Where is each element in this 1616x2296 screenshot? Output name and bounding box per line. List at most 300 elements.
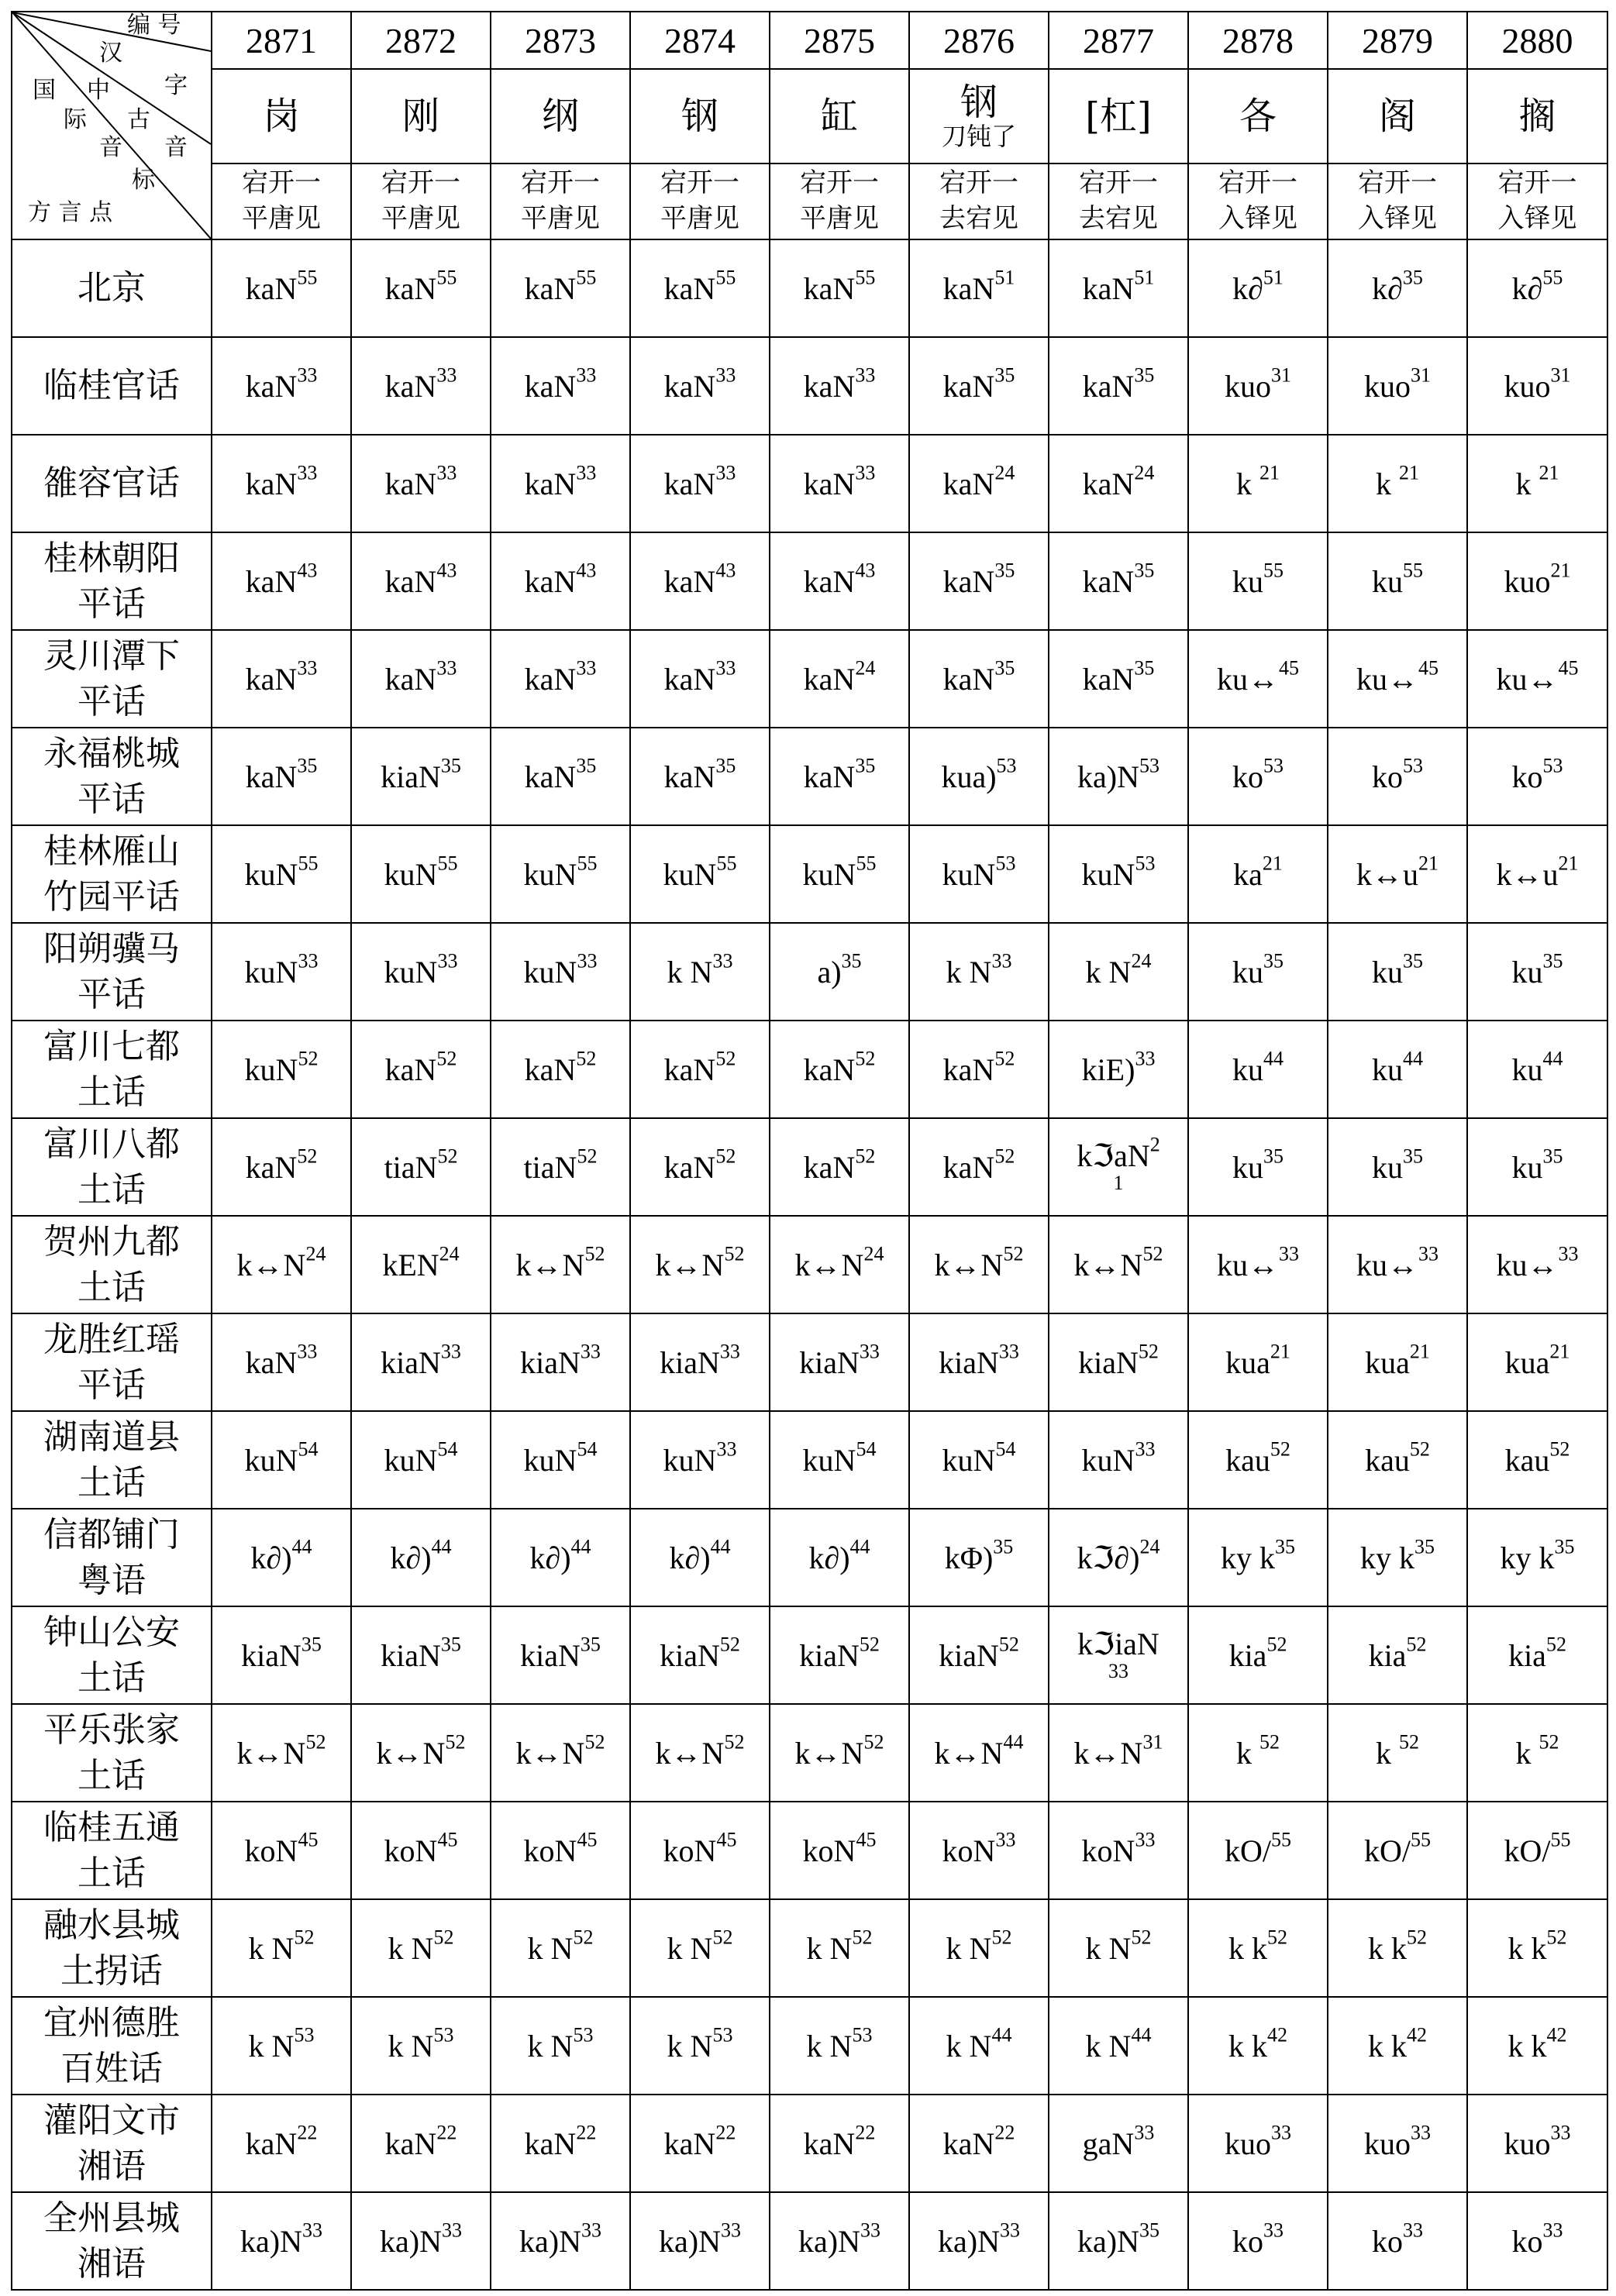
transcription-cell [1188, 1021, 1328, 1118]
column-category-cell [1467, 164, 1607, 239]
transcription-base: k k [1368, 2028, 1407, 2064]
transcription-base: k N [806, 2028, 853, 2064]
transcription-cell [1328, 337, 1467, 435]
tone-value: 52 [445, 1730, 466, 1753]
transcription-base: kiaN [241, 1637, 301, 1673]
transcription-base: k N [248, 1930, 295, 1966]
dialect-point-name: 信都铺门 [43, 1514, 180, 1554]
dialect-point-name: 土话 [78, 1268, 146, 1307]
transcription-cell [770, 1509, 909, 1606]
transcription-cell [1049, 239, 1188, 337]
tone-value: 33 [859, 1340, 880, 1362]
transcription-cell [1328, 1021, 1467, 1118]
transcription-cell [770, 923, 909, 1021]
transcription-base: kuN [802, 856, 856, 892]
column-category-line: 平唐见 [242, 203, 321, 234]
transcription-cell [491, 532, 630, 630]
column-character: 岗 [262, 94, 300, 138]
transcription-base: k N [667, 1930, 713, 1966]
table-row [12, 1021, 1607, 1118]
tone-value: 22 [715, 2121, 736, 2143]
transcription-cell [1188, 1118, 1328, 1216]
dialect-point-cell [12, 1509, 212, 1606]
transcription-base: kaN [942, 563, 995, 599]
transcription-base: kaN [384, 563, 437, 599]
transcription-cell [1328, 435, 1467, 532]
transcription-base: kO/ [1225, 1833, 1271, 1868]
transcription-base: kaN [663, 1149, 716, 1185]
corner-label-yin2: 音 [164, 134, 188, 161]
transcription-base: kaN [245, 2126, 298, 2161]
dialect-point-cell [12, 1118, 212, 1216]
transcription-base: kuN [244, 1052, 298, 1087]
column-character-cell [1049, 69, 1188, 164]
transcription-base: ko [1372, 759, 1403, 794]
transcription-cell [351, 1704, 491, 1802]
tone-value: 53 [996, 754, 1017, 776]
transcription-cell [351, 532, 491, 630]
transcription-base: k↔u [1356, 856, 1418, 892]
table-row [12, 1411, 1607, 1509]
tone-value: 52 [991, 1926, 1012, 1948]
tone-value: 31 [1411, 363, 1431, 386]
transcription-base: ka)N [938, 2223, 1000, 2259]
transcription-base: kaN [524, 270, 577, 306]
tone-value: 33 [860, 2219, 880, 2241]
transcription-cell [1467, 435, 1607, 532]
dialect-point-cell [12, 630, 212, 728]
tone-value: 42 [1407, 2023, 1427, 2046]
tone-value: 35 [1403, 1145, 1423, 1167]
transcription-base: kaN [524, 1052, 577, 1087]
transcription-cell [351, 1899, 491, 1997]
transcription-base: kiaN [660, 1344, 720, 1380]
transcription-cell [1328, 2095, 1467, 2192]
transcription-base: ku [1511, 1149, 1543, 1185]
transcription-base: koN [942, 1833, 996, 1868]
tone-value: 55 [1403, 559, 1423, 581]
transcription-base: kaN [384, 466, 437, 501]
transcription-cell [1328, 1313, 1467, 1411]
tone-value: 33 [1550, 2121, 1571, 2143]
transcription-base: ka)N [659, 2223, 721, 2259]
dialect-point-name: 湘语 [78, 2244, 146, 2284]
tone-value: 55 [855, 266, 876, 288]
transcription-base: k↔N [794, 1247, 864, 1282]
transcription-cell [1467, 630, 1607, 728]
tone-value: 52 [1270, 1437, 1290, 1460]
transcription-base: kua) [941, 759, 997, 794]
tone-value: 33 [715, 461, 736, 484]
tone-value: 52 [1142, 1242, 1163, 1265]
transcription-base: kℑ∂) [1077, 1540, 1140, 1575]
transcription-cell [351, 1997, 491, 2095]
transcription-cell [630, 630, 770, 728]
tone-value: 33 [715, 656, 736, 679]
tone-value: 21 [1538, 461, 1559, 484]
tone-value: 52 [297, 1145, 318, 1167]
column-category-cell [1188, 164, 1328, 239]
column-number: 2873 [525, 20, 596, 60]
transcription-base: k∂) [669, 1540, 711, 1575]
transcription-base: kuN [523, 954, 577, 990]
tone-value: 52 [294, 1926, 315, 1948]
column-category-line: 宕开一 [660, 167, 739, 199]
transcription-cell [1328, 630, 1467, 728]
tone-value: 45 [856, 1828, 877, 1850]
tone-value: 33 [1263, 2219, 1283, 2241]
tone-value: 33 [1558, 1242, 1579, 1265]
transcription-cell [212, 1606, 351, 1704]
tone-value: 52 [863, 1730, 884, 1753]
transcription-cell [351, 2095, 491, 2192]
tone-value: 42 [1267, 2023, 1287, 2046]
transcription-base: kuo [1364, 2126, 1411, 2161]
transcription-base: k↔u [1496, 856, 1559, 892]
dialect-point-cell [12, 825, 212, 923]
column-character: 搁 [1518, 94, 1556, 138]
tone-value: 55 [1271, 1828, 1291, 1850]
transcription-base: k k [1368, 1930, 1407, 1966]
table-row [12, 1802, 1607, 1899]
tone-value: 52 [305, 1730, 326, 1753]
transcription-base: k∂) [808, 1540, 850, 1575]
column-category-cell [909, 164, 1049, 239]
tone-value: 52 [437, 1145, 458, 1167]
transcription-cell [351, 1802, 491, 1899]
transcription-base: kaN [663, 270, 716, 306]
dialect-point-cell [12, 2192, 212, 2290]
tone-value: 24 [863, 1242, 884, 1265]
transcription-cell [491, 239, 630, 337]
transcription-cell [770, 1802, 909, 1899]
transcription-base: k N [946, 2028, 992, 2064]
column-category-line: 宕开一 [242, 167, 321, 199]
tone-value: 43 [855, 559, 876, 581]
dialect-point-name: 桂林雁山 [43, 831, 180, 871]
dialect-point-name: 宜州德胜 [43, 2002, 180, 2043]
transcription-base: k N [388, 2028, 434, 2064]
tone-value: 53 [573, 2023, 594, 2046]
transcription-cell [212, 1313, 351, 1411]
transcription-base: kaN [524, 759, 577, 794]
transcription-base: k↔N [515, 1247, 585, 1282]
transcription-cell [770, 1411, 909, 1509]
dialect-point-name: 湘语 [78, 2146, 146, 2186]
transcription-cell [630, 532, 770, 630]
tone-value: 35 [1263, 1145, 1283, 1167]
tone-value: 33 [440, 1340, 461, 1362]
transcription-base: k k [1228, 1930, 1267, 1966]
transcription-base: kaN [803, 1149, 856, 1185]
tone-value: 53 [294, 2023, 315, 2046]
column-character-cell [909, 69, 1049, 164]
tone-value: 33 [1135, 1828, 1156, 1850]
transcription-cell [491, 1313, 630, 1411]
transcription-cell [770, 728, 909, 825]
corner-label-zi: 字 [164, 72, 188, 99]
transcription-cell [212, 532, 351, 630]
column-category-line: 去宕见 [1079, 203, 1158, 234]
transcription-base: kℑiaN [1077, 1626, 1159, 1662]
transcription-base: ka)N [240, 2223, 302, 2259]
transcription-base: ka)N [380, 2223, 442, 2259]
transcription-cell [1467, 337, 1607, 435]
transcription-base: kuo [1225, 368, 1271, 404]
transcription-cell [212, 435, 351, 532]
transcription-cell [1467, 1021, 1607, 1118]
transcription-base: k↔N [236, 1247, 306, 1282]
transcription-base: kiaN [799, 1637, 860, 1673]
tone-value: 55 [576, 266, 597, 288]
transcription-cell [630, 923, 770, 1021]
tone-value: 35 [1134, 363, 1155, 386]
transcription-cell [909, 1704, 1049, 1802]
transcription-cell [1467, 728, 1607, 825]
tone-value: 52 [715, 1047, 736, 1069]
transcription-cell [212, 2095, 351, 2192]
transcription-cell [1049, 728, 1188, 825]
column-category-line: 平唐见 [660, 203, 739, 234]
tone-value: 21 [1259, 461, 1280, 484]
number-row [12, 12, 1607, 69]
tone-value: 24 [305, 1242, 326, 1265]
tone-value: 21 [1409, 1340, 1430, 1362]
transcription-cell [1467, 532, 1607, 630]
transcription-base: kuo [1364, 368, 1411, 404]
transcription-cell [770, 532, 909, 630]
transcription-base: ku [1232, 1149, 1263, 1185]
column-number: 2874 [664, 20, 736, 60]
table-row [12, 1509, 1607, 1606]
transcription-base: koN [1081, 1833, 1135, 1868]
transcription-cell [1188, 239, 1328, 337]
tone-value: 33 [1542, 2219, 1563, 2241]
transcription-base: kaN [245, 270, 298, 306]
dialect-point-name: 竹园平话 [43, 877, 180, 917]
column-number: 2877 [1083, 20, 1154, 60]
column-number-cell [630, 12, 770, 69]
transcription-cell [212, 1997, 351, 2095]
transcription-cell [770, 1313, 909, 1411]
transcription-base: kaN [384, 270, 437, 306]
table-row [12, 435, 1607, 532]
tone-value: 33 [999, 2219, 1020, 2241]
transcription-cell [770, 435, 909, 532]
transcription-base: k [1376, 1735, 1399, 1771]
tone-value: 35 [715, 754, 736, 776]
category-row [12, 164, 1607, 239]
transcription-cell [770, 2192, 909, 2290]
tone-value: 33 [576, 363, 597, 386]
transcription-base: kaN [942, 270, 995, 306]
transcription-cell [630, 2095, 770, 2192]
tone-value: 33 [1135, 1437, 1156, 1460]
tone-value-wrapped: 33 [1108, 1660, 1128, 1683]
transcription-base: kiaN [381, 1344, 441, 1380]
transcription-base: kiaN [660, 1637, 720, 1673]
tone-value: 43 [297, 559, 318, 581]
tone-value: 52 [1259, 1730, 1280, 1753]
tone-value: 31 [1142, 1730, 1163, 1753]
tone-value: 51 [1134, 266, 1155, 288]
transcription-cell [630, 1411, 770, 1509]
tone-value: 33 [441, 2219, 462, 2241]
tone-value: 33 [577, 949, 598, 972]
transcription-base: ku↔ [1496, 1247, 1559, 1282]
tone-value: 53 [852, 2023, 873, 2046]
transcription-cell [909, 1606, 1049, 1704]
tone-value: 52 [715, 1145, 736, 1167]
transcription-base: kaN [942, 1052, 995, 1087]
transcription-base: koN [384, 1833, 438, 1868]
dialect-point-name: 雒容官话 [43, 463, 180, 504]
dialect-point-name: 土话 [78, 1854, 146, 1893]
transcription-cell [491, 2095, 630, 2192]
dialect-point-name: 富川八都 [43, 1124, 180, 1164]
transcription-cell [770, 2095, 909, 2192]
transcription-cell [1328, 532, 1467, 630]
transcription-cell [212, 630, 351, 728]
transcription-base: kua [1365, 1344, 1410, 1380]
transcription-cell [491, 1802, 630, 1899]
tone-value: 33 [719, 1340, 740, 1362]
tone-value: 33 [298, 949, 319, 972]
column-category-line: 宕开一 [381, 167, 460, 199]
tone-value: 33 [1418, 1242, 1439, 1265]
transcription-base: kaN [803, 466, 856, 501]
column-category-cell [1328, 164, 1467, 239]
transcription-cell [1467, 1216, 1607, 1313]
tone-value: 52 [1545, 1633, 1566, 1655]
transcription-base: kaN [524, 563, 577, 599]
dialect-point-name: 阳朔骥马 [43, 928, 180, 969]
tone-value: 45 [1558, 656, 1579, 679]
transcription-base: kuo [1504, 563, 1551, 599]
table-row [12, 1216, 1607, 1313]
column-category-line: 去宕见 [939, 203, 1018, 234]
transcription-base: kua [1225, 1344, 1270, 1380]
transcription-cell [1049, 2095, 1188, 2192]
tone-value: 44 [1263, 1047, 1283, 1069]
tone-value: 52 [1409, 1437, 1430, 1460]
tone-value: 44 [1403, 1047, 1423, 1069]
column-category-cell [1049, 164, 1188, 239]
tone-value: 53 [1263, 754, 1283, 776]
tone-value: 35 [1403, 949, 1423, 972]
transcription-base: kaN [245, 1149, 298, 1185]
transcription-cell [351, 923, 491, 1021]
transcription-base: k N [388, 1930, 434, 1966]
transcription-cell [351, 825, 491, 923]
transcription-base: kaN [1082, 661, 1135, 697]
transcription-cell [1049, 825, 1188, 923]
transcription-cell [351, 630, 491, 728]
transcription-cell [351, 435, 491, 532]
column-character-cell [630, 69, 770, 164]
transcription-cell [491, 2192, 630, 2290]
transcription-base: kaN [663, 2126, 716, 2161]
transcription-cell [212, 1411, 351, 1509]
tone-value: 33 [1271, 2121, 1291, 2143]
transcription-base: kiaN [520, 1637, 581, 1673]
column-category-line: 平唐见 [521, 203, 600, 234]
transcription-cell [1467, 1997, 1607, 2095]
transcription-base: k N [527, 2028, 574, 2064]
tone-value: 44 [291, 1535, 312, 1558]
transcription-cell [909, 532, 1049, 630]
transcription-base: k N [1085, 954, 1132, 990]
transcription-cell [1328, 923, 1467, 1021]
transcription-base: k N [1085, 2028, 1132, 2064]
transcription-cell [1049, 1997, 1188, 2095]
transcription-base: kuN [942, 1442, 996, 1478]
column-category-line: 平唐见 [800, 203, 879, 234]
transcription-base: gaN [1082, 2126, 1135, 2161]
transcription-base: kiE) [1081, 1052, 1135, 1087]
tone-value: 35 [1139, 2219, 1159, 2241]
transcription-base: k∂ [1372, 270, 1403, 306]
column-number-cell [909, 12, 1049, 69]
transcription-base: k↔N [1073, 1735, 1143, 1771]
transcription-base: kuN [384, 856, 438, 892]
transcription-cell [1328, 1997, 1467, 2095]
tone-value: 33 [1411, 2121, 1431, 2143]
transcription-cell [1188, 825, 1328, 923]
tone-value: 55 [716, 852, 737, 874]
transcription-base: k∂) [529, 1540, 571, 1575]
tone-value: 35 [440, 1633, 461, 1655]
tone-value: 33 [855, 461, 876, 484]
transcription-base: k↔N [934, 1247, 1004, 1282]
transcription-cell [630, 1021, 770, 1118]
column-number-cell [1049, 12, 1188, 69]
transcription-base: kuN [1081, 856, 1135, 892]
transcription-cell [1328, 1802, 1467, 1899]
tone-value: 33 [1135, 1047, 1156, 1069]
tone-value: 33 [436, 363, 457, 386]
dialect-point-cell [12, 1802, 212, 1899]
tone-value: 52 [1549, 1437, 1570, 1460]
transcription-cell [1049, 1021, 1188, 1118]
tone-value: 33 [855, 363, 876, 386]
transcription-cell [770, 1899, 909, 1997]
tone-value: 21 [1550, 559, 1571, 581]
transcription-cell [491, 1118, 630, 1216]
transcription-cell [630, 239, 770, 337]
column-category-cell [212, 164, 351, 239]
transcription-cell [1467, 1704, 1607, 1802]
transcription-base: a) [817, 954, 842, 990]
tone-value: 35 [1554, 1535, 1575, 1558]
table-row [12, 532, 1607, 630]
transcription-base: k∂ [1511, 270, 1543, 306]
table-row [12, 630, 1607, 728]
transcription-cell [1188, 1606, 1328, 1704]
column-number-cell [351, 12, 491, 69]
transcription-cell [491, 630, 630, 728]
tone-value: 35 [855, 754, 876, 776]
transcription-base: kaN [942, 466, 995, 501]
dialect-point-cell [12, 337, 212, 435]
transcription-base: kaN [803, 661, 856, 697]
tone-value: 53 [712, 2023, 733, 2046]
tone-value: 24 [994, 461, 1015, 484]
character-row [12, 69, 1607, 164]
table-row [12, 1313, 1607, 1411]
transcription-base: ku↔ [1217, 1247, 1279, 1282]
tone-value: 22 [855, 2121, 876, 2143]
